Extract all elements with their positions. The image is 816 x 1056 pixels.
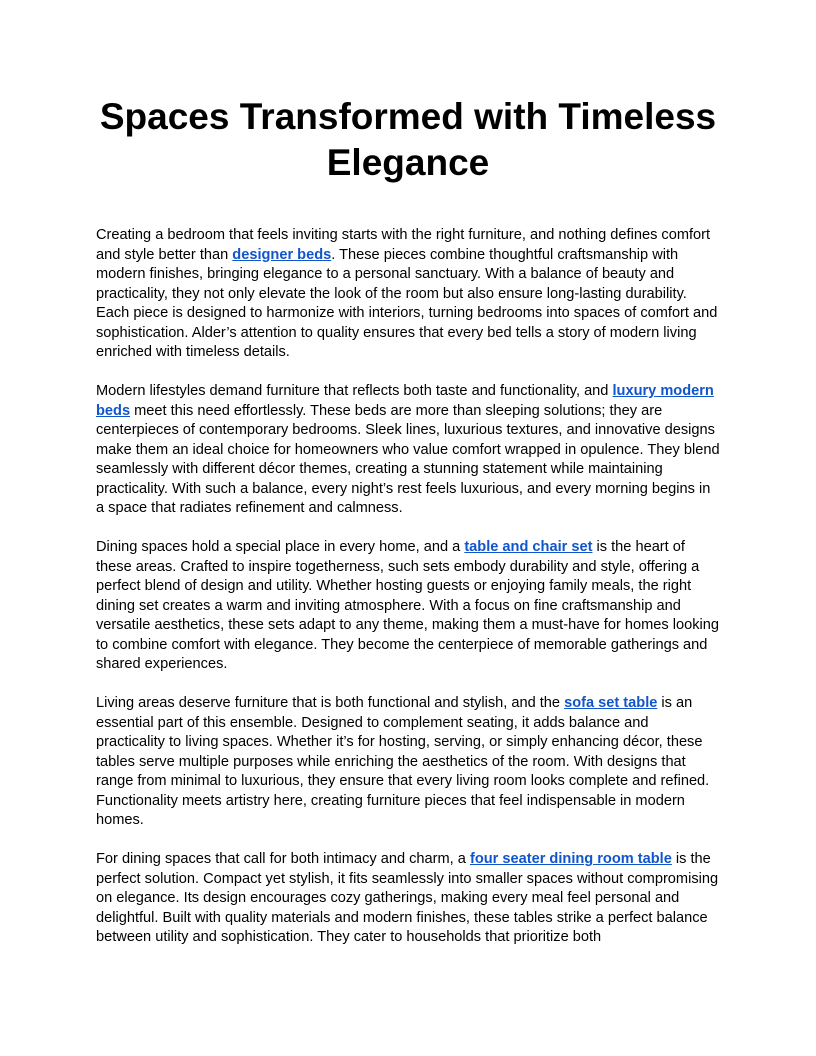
link-table-and-chair-set[interactable]: table and chair set <box>464 539 593 556</box>
paragraph-5 <box>96 850 720 948</box>
paragraph-3 <box>96 538 720 675</box>
paragraph-text: Dining spaces hold a special place in every home, and a <box>96 539 465 556</box>
page-title: Spaces Transformed with Timeless Elegance <box>99 96 717 183</box>
link-designer-beds[interactable]: designer beds <box>232 246 332 263</box>
paragraph-text: Modern lifestyles demand furniture that reflects both taste and functionality, and <box>96 383 613 400</box>
paragraph-text: meet this need effortlessly. These beds are more than sleeping solutions; they are centerpieces of contemporary bedrooms. Sleek lines, luxurious textures, and innovative designs make them an ideal choice for homeowners who value comfort wrapped in opulence. They blend seamlessly with different décor themes, creating a stunning statement while maintaining practicality. With such a balance, every night’s rest feels luxurious, and every morning begins in a space that radiates refinement and calmness. <box>96 402 720 517</box>
paragraph-4 <box>96 694 720 831</box>
paragraph-text: For dining spaces that call for both intimacy and charm, a <box>96 851 470 868</box>
paragraph-2 <box>96 382 720 519</box>
link-luxury-modern-beds[interactable]: luxury modern beds <box>96 383 714 419</box>
paragraph-text: is the perfect solution. Compact yet stylish, it fits seamlessly into smaller spaces without compromising on elegance. Its design encourages cozy gatherings, making every meal feel personal and delightful. Built with quality materials and modern finishes, these tables strike a perfect balance between utility and sophistication. They cater to households that prioritize both <box>96 851 719 946</box>
paragraph-text: Creating a bedroom that feels inviting starts with the right furniture, and nothing defines comfort and style better than <box>96 227 711 263</box>
link-sofa-set-table[interactable]: sofa set table <box>564 695 658 712</box>
paragraph-1 <box>96 226 720 363</box>
paragraph-text: Living areas deserve furniture that is both functional and stylish, and the <box>96 695 565 712</box>
article-body <box>96 226 720 967</box>
paragraph-text: is the heart of these areas. Crafted to inspire togetherness, such sets embody durability and style, offering a perfect blend of design and utility. Whether hosting guests or enjoying family meals, the right dining set creates a warm and inviting atmosphere. With a focus on fine craftsmanship and versatile aesthetics, these sets adapt to any theme, making them a must-have for homes looking to combine comfort with elegance. They become the centerpiece of memorable gatherings and shared experiences. <box>96 539 719 673</box>
paragraph-text: . These pieces combine thoughtful craftsmanship with modern finishes, bringing elegance to a personal sanctuary. With a balance of beauty and practicality, they not only elevate the look of the room but also ensure long-lasting durability. Each piece is designed to harmonize with interiors, turning bedrooms into spaces of comfort and sophistication. Alder’s attention to quality ensures that every bed tells a story of modern living enriched with timeless details. <box>96 246 718 360</box>
paragraph-text: is an essential part of this ensemble. Designed to complement seating, it adds balance and practicality to living spaces. Whether it’s for hosting, serving, or simply enhancing décor, these tables serve multiple purposes while enriching the aesthetics of the room. With designs that range from minimal to luxurious, they ensure that every living room looks complete and refined. Functionality meets artistry here, creating furniture pieces that feel indispensable in modern homes. <box>96 695 710 829</box>
link-four-seater-dining-room-table[interactable]: four seater dining room table <box>469 851 672 868</box>
